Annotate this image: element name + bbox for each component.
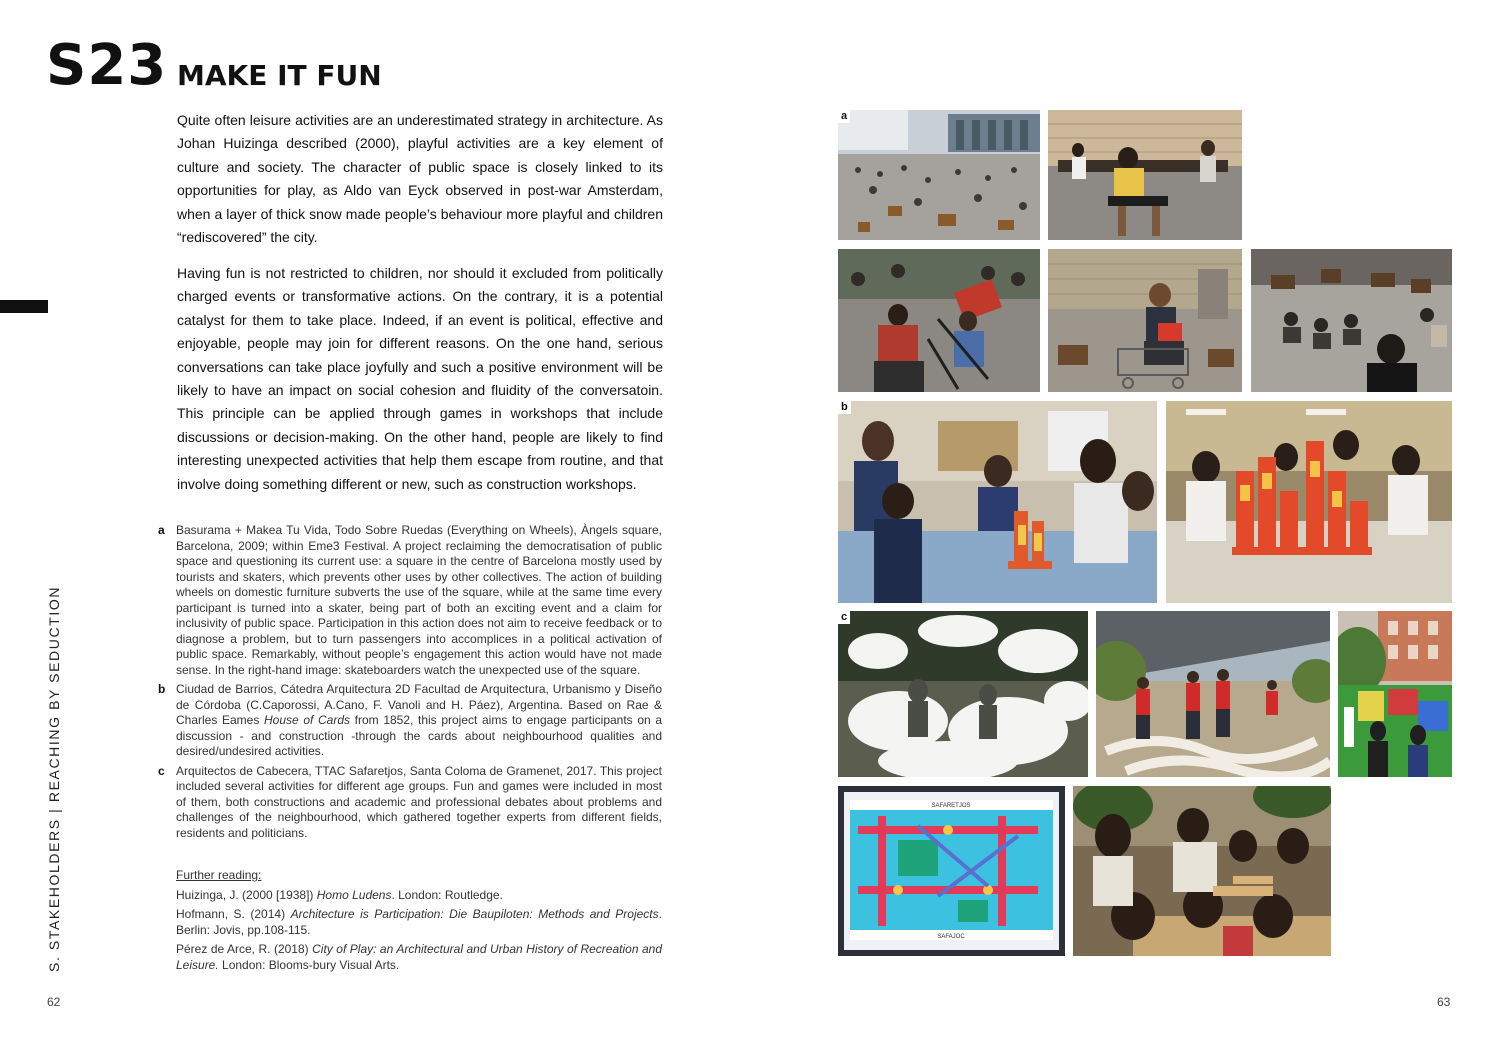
reference-publisher: . London: Routledge. (391, 887, 503, 902)
reference-item (176, 907, 662, 938)
photo-c2-bouncy-castle (1096, 611, 1330, 777)
caption-letter-b: b (158, 682, 166, 696)
reference-author: Pérez de Arce, R. (2018) (176, 942, 313, 956)
photo-a3-children-skating (838, 249, 1040, 392)
caption-c-text: Arquitectos de Cabecera, TTAC Safaretjos, Santa Coloma de Gramenet, 2017. This project included several activities for different age groups. Fun and games were included in most of them, both constructions and academic and professional debates about problems and challenges of the neighbourhood, which gathered together experts from different fields, residents and politicians. (176, 763, 662, 840)
board-top-label: SAFARETJOS (931, 803, 971, 809)
figure-letter-a: a (838, 110, 850, 123)
section-code: S23 (46, 33, 168, 98)
photo-c4-board-game (838, 786, 1065, 956)
page-number-left: 62 (47, 995, 61, 1009)
photo-c5-children-building (1073, 786, 1331, 956)
caption-c (158, 764, 662, 842)
reference-author: Hofmann, S. (2014) (176, 907, 291, 921)
page-number-right: 63 (1437, 995, 1451, 1009)
photo-a1-square-furniture (838, 110, 1040, 240)
further-reading-heading: Further reading: (176, 868, 262, 882)
reference-item (176, 942, 662, 973)
board-bottom-label: SAFAJOC (937, 934, 965, 940)
section-marker-bar (0, 300, 48, 313)
photo-a2-people-on-chairs (1048, 110, 1242, 240)
figure-letter-c: c (838, 611, 850, 624)
figure-letter-b: b (838, 401, 851, 414)
caption-a-text: Basurama + Makea Tu Vida, Todo Sobre Ruedas (Everything on Wheels), Àngels square, Barcelona, 2009; within Eme3 Festival. A project reclaiming the democratisation of public space and questioning its current use: a square in the centre of Barcelona mostly used by tourists and skaters, which prevents other uses by other collectives. The action of building wheels on domestic furniture subverts the use of the square, while at the same time every participant is turned into a skater, being part of both an exciting event and a claim for inclusivity of public space. Participation in this action does not aim to receive feedback or to diagnose a problem, but to turn passengers into accomplices in a political activation of public space. Remarkably, without people’s engagement this action would have not made sense. In the right-hand image: skateboarders watch the unexpected use of the square. (176, 523, 662, 677)
reference-title: Homo Ludens (316, 887, 392, 902)
reference-item (176, 888, 662, 904)
figure-captions (158, 523, 662, 845)
caption-a (158, 523, 662, 678)
photo-c1-foam-play (838, 611, 1088, 777)
photo-b2-card-towers (1166, 401, 1452, 603)
reference-publisher: . Berlin: Jovis, pp.108-115. (176, 907, 662, 937)
body-paragraph-1: Quite often leisure activities are an underestimated strategy in architecture. As Johan Huizinga described (2000), playful activities are a key element of culture and society. The character of public space is closely linked to its opportunities for play, as Aldo van Eyck observed in post-war Amsterdam, when a layer of thick snow made people’s behaviour more playful and children “rediscovered” the city. (177, 112, 663, 246)
reference-title: Architecture is Participation: Die Baupiloten: Methods and Projects (290, 907, 659, 921)
caption-letter-c: c (158, 763, 165, 778)
caption-b-italic: House of Cards (264, 713, 351, 727)
reference-author: Huizinga, J. (2000 [1938]) (176, 887, 317, 902)
caption-letter-a: a (158, 523, 165, 537)
photo-a4-woman-shopping-cart (1048, 249, 1242, 392)
caption-b-text-pre: Ciudad de Barrios, Cátedra Arquitectura 2D Facultad de Arquitectura, Urbanismo y Diseño de Córdoba (C.Caporossi, A.Cano, F. Vanoli and H. Páez), Argentina. Based on Rae & Charles Eames (176, 682, 662, 727)
reference-publisher: London: Blooms-bury Visual Arts. (218, 957, 400, 972)
chapter-side-label: S. STAKEHOLDERS | REACHING BY SEDUCTION (46, 585, 62, 972)
photo-a5-skaters-watching (1251, 249, 1452, 392)
photo-b1-students-house-of-cards (838, 401, 1157, 603)
body-paragraph-2: Having fun is not restricted to children, nor should it excluded from politically charged events or transformative actions. On the contrary, it is a potential catalyst for them to take place. Indeed, if an event is political, effective and enjoyable, people may join for different reasons. On the one hand, serious conversations can take place joyfully and such a positive environment will be likely to have an impact on social cohesion and fluidity of the conversatoin. This principle can be applied through games in workshops that include discussions or decision-making. On the other hand, people are likely to find interesting unexpected activities that help them escape from routine, and that involve doing something different or new, such as construction workshops. (177, 265, 663, 492)
page-title: MAKE IT FUN (177, 59, 382, 92)
caption-b (158, 682, 662, 760)
caption-b-text-post: from 1852, this project aims to engage participants on a discussion - and construction -through the cards about neighbourhood qualities and desired/undesired activities. (176, 713, 662, 758)
photo-c3-mural-wall (1338, 611, 1452, 777)
further-reading (176, 868, 662, 977)
reference-title: City of Play: an Architectural and Urban History of Recreation and Leisure. (176, 942, 662, 972)
